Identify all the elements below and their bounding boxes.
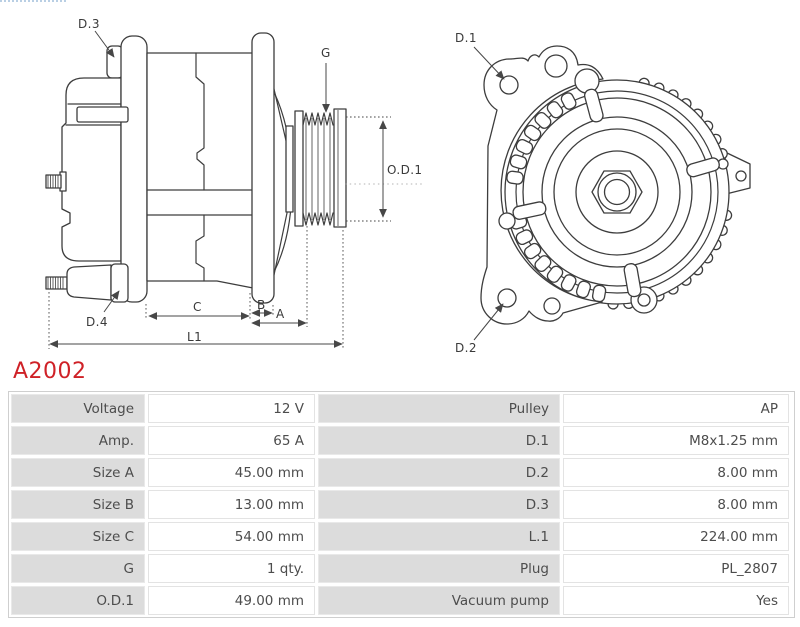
spec-value: AP: [563, 394, 789, 423]
d4-mounting-plate: [111, 264, 128, 302]
spec-label: Size C: [11, 522, 145, 551]
upper-boss: [575, 69, 599, 93]
spec-value: 8.00 mm: [563, 458, 789, 487]
pulley-hub: [334, 109, 346, 227]
page-top-artifact: [0, 0, 66, 2]
label-a: A: [276, 307, 285, 321]
spec-value: 1 qty.: [148, 554, 315, 583]
label-od1: O.D.1: [387, 163, 423, 177]
d2-hole: [498, 289, 516, 307]
spec-label: Size A: [11, 458, 145, 487]
label-d2: D.2: [455, 341, 477, 355]
rear-mounting-flange: [121, 36, 147, 302]
label-d3: D.3: [78, 17, 100, 31]
stator-body: [147, 53, 253, 288]
spec-label: Plug: [318, 554, 560, 583]
front-view-drawing: [455, 31, 750, 355]
spec-value: 13.00 mm: [148, 490, 315, 519]
rear-housing: [62, 78, 121, 261]
spec-value: 224.00 mm: [563, 522, 789, 551]
nose-cone: [274, 89, 293, 275]
spec-label: G: [11, 554, 145, 583]
front-bracket: [252, 33, 274, 303]
spec-label: Vacuum pump: [318, 586, 560, 615]
side-view-drawing: [46, 17, 424, 349]
spec-label: Voltage: [11, 394, 145, 423]
label-d1: D.1: [455, 31, 477, 45]
spec-value: 8.00 mm: [563, 490, 789, 519]
technical-drawing: [0, 4, 800, 360]
spec-value: 45.00 mm: [148, 458, 315, 487]
spec-value: 12 V: [148, 394, 315, 423]
lower-mounting-ear: [67, 265, 111, 300]
label-d4: D.4: [86, 315, 108, 329]
spec-label: Pulley: [318, 394, 560, 423]
pulley-left-flange: [295, 111, 303, 226]
spec-value: PL_2807: [563, 554, 789, 583]
spec-label: O.D.1: [11, 586, 145, 615]
spec-value: M8x1.25 mm: [563, 426, 789, 455]
spec-label: D.1: [318, 426, 560, 455]
spec-label: Amp.: [11, 426, 145, 455]
spec-value: 49.00 mm: [148, 586, 315, 615]
d1-hole: [500, 76, 518, 94]
spec-table: [8, 391, 795, 618]
shaft-washer: [286, 126, 293, 212]
label-g: G: [321, 46, 331, 60]
tab-hole: [736, 171, 746, 181]
pulley: [295, 109, 346, 227]
spec-value: Yes: [563, 586, 789, 615]
spec-value: 65 A: [148, 426, 315, 455]
spec-label: Size B: [11, 490, 145, 519]
alternator-drawing-svg: [0, 4, 800, 360]
label-b: B: [257, 298, 266, 312]
spec-label: L.1: [318, 522, 560, 551]
rear-connector-slot: [77, 107, 128, 122]
label-c: C: [193, 300, 202, 314]
part-code: A2002: [13, 359, 87, 384]
spec-value: 54.00 mm: [148, 522, 315, 551]
spec-label: D.2: [318, 458, 560, 487]
spec-label: D.3: [318, 490, 560, 519]
label-l1: L1: [187, 330, 203, 344]
